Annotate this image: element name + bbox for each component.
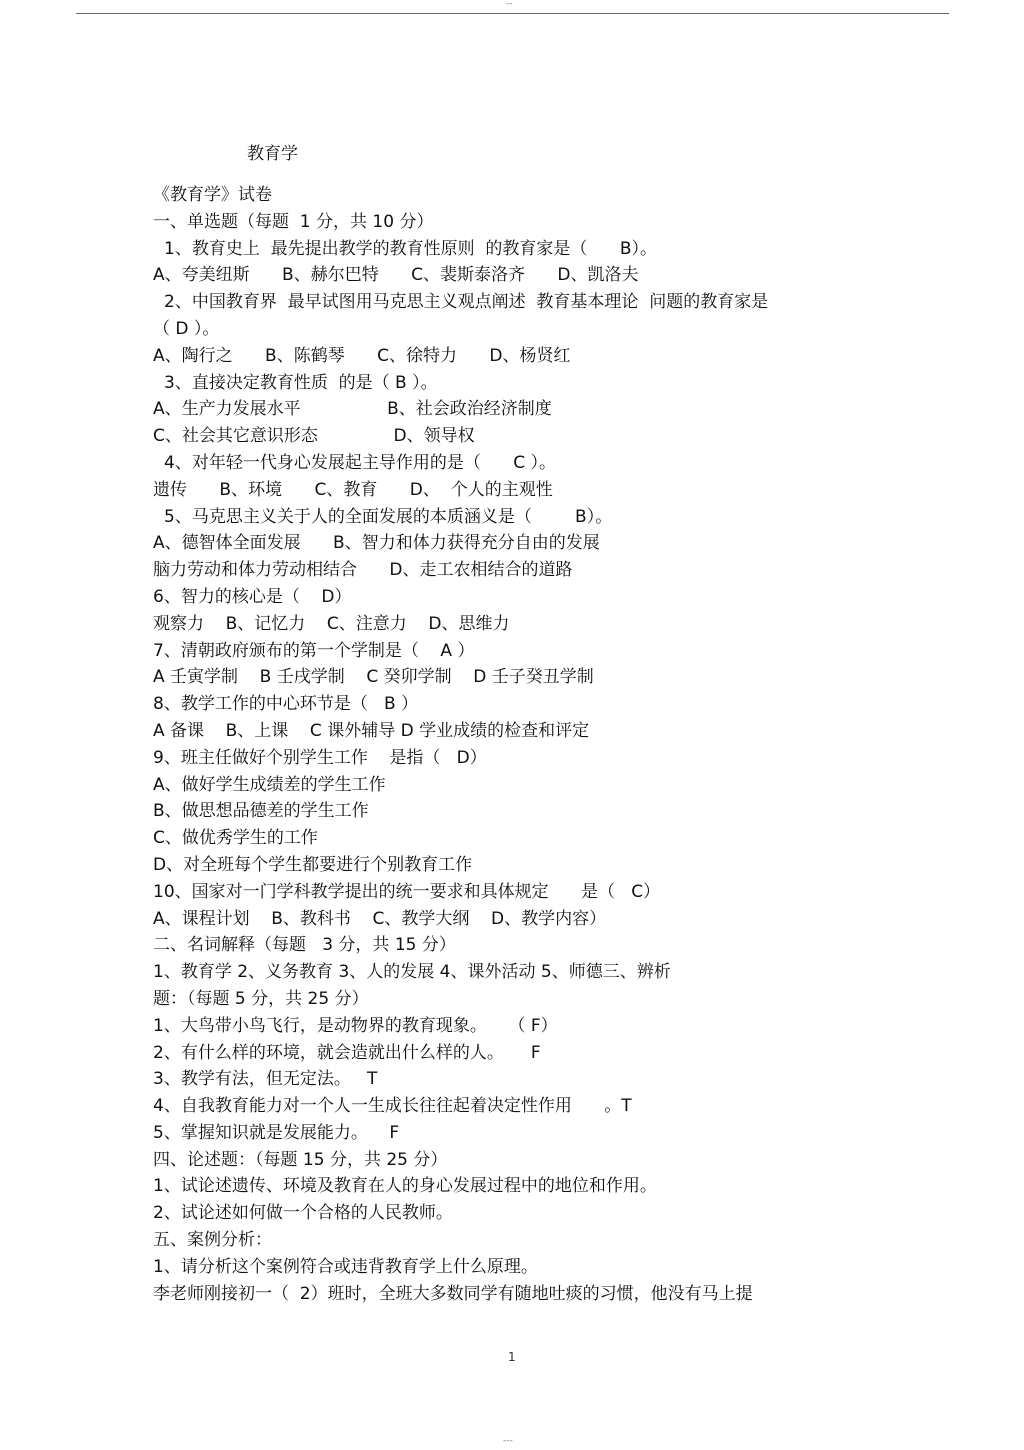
question-text: 10、国家对一门学科教学提出的统一要求和具体规定 是（ C） xyxy=(153,881,661,902)
question-text: 2、中国教育界 最早试图用马克思主义观点阐述 教育基本理论 问题的教育家是 xyxy=(164,292,769,313)
question-text: 5、马克思主义关于人的全面发展的本质涵义是（ B）。 xyxy=(164,506,613,527)
section-heading: 五、案例分析： xyxy=(153,1230,272,1251)
answer-option: D、对全班每个学生都要进行个别教育工作 xyxy=(153,854,473,875)
judgement-item: 4、自我教育能力对一个人一生成长往往起着决定性作用 。T xyxy=(153,1096,632,1117)
judgement-item: 2、有什么样的环境，就会造就出什么样的人。 F xyxy=(153,1042,541,1063)
answer-options: 脑力劳动和体力劳动相结合 D、走工农相结合的道路 xyxy=(153,560,573,581)
judgement-item: 5、掌握知识就是发展能力。 F xyxy=(153,1122,400,1143)
question-text: （ D ）。 xyxy=(153,318,220,339)
case-text: 李老师刚接初一（ 2）班时，全班大多数同学有随地吐痰的习惯，他没有马上提 xyxy=(153,1283,753,1304)
question-text: 3、直接决定教育性质 的是（ B ）。 xyxy=(164,372,438,393)
judgement-item: 1、大鸟带小鸟飞行，是动物界的教育现象。 （ F） xyxy=(153,1015,558,1036)
question-text: 9、班主任做好个别学生工作 是指（ D） xyxy=(153,747,487,768)
answer-options: 观察力 B、记忆力 C、注意力 D、思维力 xyxy=(153,613,510,634)
footer-mark: --- xyxy=(503,1436,513,1446)
section-heading: 题：（每题 5 分，共 25 分） xyxy=(153,988,369,1009)
answer-options: A、德智体全面发展 B、智力和体力获得充分自由的发展 xyxy=(153,533,600,554)
document-title: 教育学 xyxy=(247,144,298,164)
header-rule xyxy=(76,13,949,14)
essay-question: 1、试论述遗传、环境及教育在人的身心发展过程中的地位和作用。 xyxy=(153,1176,657,1197)
answer-options: A 备课 B、上课 C 课外辅导 D 学业成绩的检查和评定 xyxy=(153,720,590,741)
question-text: 1、教育史上 最先提出教学的教育性原则 的教育家是（ B）。 xyxy=(164,238,658,259)
case-question: 1、请分析这个案例符合或违背教育学上什么原理。 xyxy=(153,1256,538,1277)
answer-options: 遗传 B、环境 C、教育 D、 个人的主观性 xyxy=(153,479,553,500)
question-text: 6、智力的核心是（ D） xyxy=(153,586,352,607)
answer-options: A、陶行之 B、陈鹤琴 C、徐特力 D、杨贤红 xyxy=(153,345,571,366)
judgement-item: 3、教学有法，但无定法。 T xyxy=(153,1069,378,1090)
answer-options: A、生产力发展水平 B、社会政治经济制度 xyxy=(153,399,552,420)
header-mark: -- xyxy=(506,0,513,9)
answer-options: C、社会其它意识形态 D、领导权 xyxy=(153,426,475,447)
section-heading: 二、名词解释（每题 3 分，共 15 分） xyxy=(153,935,456,956)
question-text: 7、清朝政府颁布的第一个学制是（ A ） xyxy=(153,640,475,661)
exam-content xyxy=(153,182,893,1307)
page-number: 1 xyxy=(508,1350,516,1364)
question-text: 4、对年轻一代身心发展起主导作用的是（ C ）。 xyxy=(164,452,557,473)
term-list: 1、教育学 2、义务教育 3、人的发展 4、课外活动 5、师德三、辨析 xyxy=(153,962,671,983)
section-heading: 一、单选题（每题 1 分，共 10 分） xyxy=(153,211,434,232)
answer-option: A、做好学生成绩差的学生工作 xyxy=(153,774,386,795)
question-text: 8、教学工作的中心环节是（ B ） xyxy=(153,694,419,715)
answer-options: A、课程计划 B、教科书 C、教学大纲 D、教学内容） xyxy=(153,908,607,929)
section-heading: 四、论述题：（每题 15 分，共 25 分） xyxy=(153,1149,448,1170)
exam-title: 《教育学》试卷 xyxy=(153,185,272,205)
answer-options: A 壬寅学制 B 壬戌学制 C 癸卯学制 D 壬子癸丑学制 xyxy=(153,667,594,688)
answer-options: A、夸美纽斯 B、赫尔巴特 C、裴斯泰洛齐 D、凯洛夫 xyxy=(153,265,639,286)
answer-option: C、做优秀学生的工作 xyxy=(153,828,318,849)
answer-option: B、做思想品德差的学生工作 xyxy=(153,801,369,822)
essay-question: 2、试论述如何做一个合格的人民教师。 xyxy=(153,1203,453,1224)
